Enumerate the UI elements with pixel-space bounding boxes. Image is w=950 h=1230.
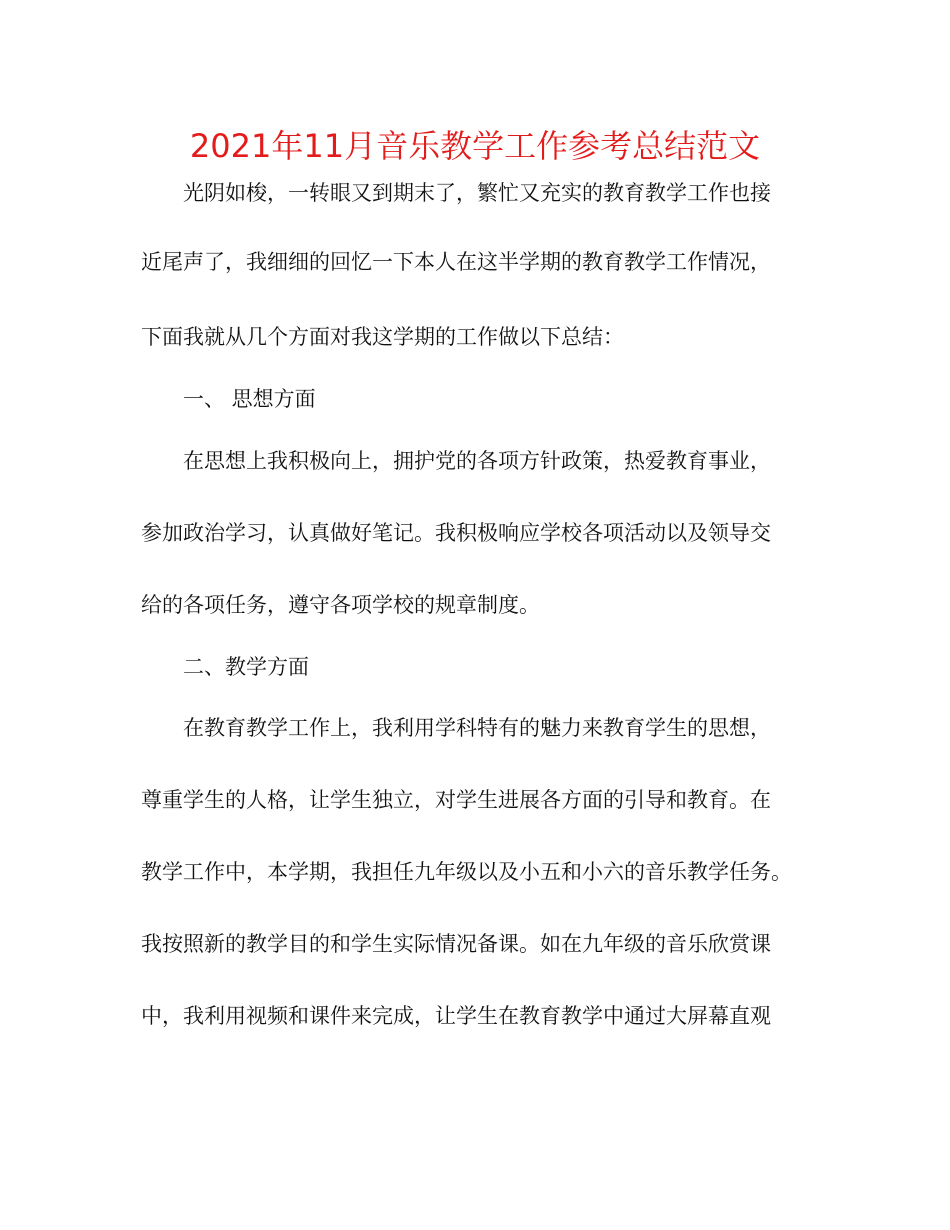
paragraph-line: 教学工作中，本学期，我担任九年级以及小五和小六的音乐教学任务。 bbox=[141, 860, 792, 884]
paragraph-line: 我按照新的教学目的和学生实际情况备课。如在九年级的音乐欣赏课 bbox=[141, 932, 771, 956]
paragraph-line: 中，我利用视频和课件来完成，让学生在教育教学中通过大屏幕直观 bbox=[141, 1004, 771, 1028]
paragraph-line: 参加政治学习，认真做好笔记。我积极响应学校各项活动以及领导交 bbox=[141, 521, 771, 545]
paragraph-line: 近尾声了，我细细的回忆一下本人在这半学期的教育教学工作情况， bbox=[141, 250, 771, 274]
section-heading-thought: 一、 思想方面 bbox=[183, 387, 316, 411]
paragraph-line: 尊重学生的人格，让学生独立，对学生进展各方面的引导和教育。在 bbox=[141, 788, 771, 812]
section-heading-teaching: 二、教学方面 bbox=[183, 655, 309, 679]
document-title: 2021年11月音乐教学工作参考总结范文 bbox=[189, 127, 761, 165]
paragraph-line: 下面我就从几个方面对我这学期的工作做以下总结： bbox=[141, 325, 624, 349]
paragraph-line: 在思想上我积极向上，拥护党的各项方针政策，热爱教育事业， bbox=[183, 449, 771, 473]
paragraph-line: 给的各项任务，遵守各项学校的规章制度。 bbox=[141, 593, 540, 617]
paragraph-line: 在教育教学工作上，我利用学科特有的魅力来教育学生的思想， bbox=[183, 716, 771, 740]
paragraph-line: 光阴如梭，一转眼又到期末了，繁忙又充实的教育教学工作也接 bbox=[183, 181, 771, 205]
